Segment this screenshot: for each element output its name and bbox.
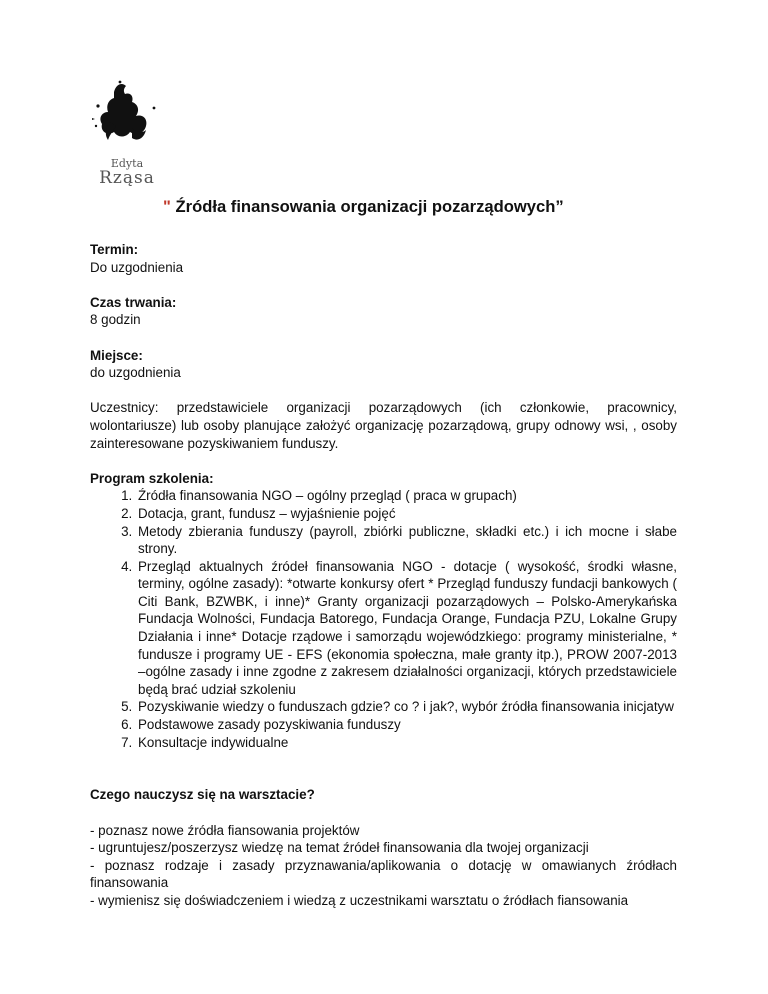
place-section	[90, 347, 677, 382]
learn-item: - ugruntujesz/poszerzysz wiedzę na temat źródeł finansowania dla twojej organizacji	[90, 840, 589, 856]
term-value: Do uzgodnienia	[90, 259, 184, 275]
learn-section	[90, 786, 677, 909]
logo-text-first-name: Edyta	[110, 157, 144, 170]
program-section	[90, 470, 677, 752]
duration-value: 8 godzin	[90, 312, 141, 328]
program-item: 4. Przegląd aktualnych źródeł finansowania NGO - dotacje ( wysokość, środki własne, terminy, ogólne zasady): *otwarte konkursy ofert * Przegląd funduszy fundacji bankowych ( Citi Bank, BZWBK, i inne)* Granty organizacji pozarządowych – Polsko-Amerykańska Fundacja Wolności, Fundacja Batorego, Fundacja Orange, Fundacja PZU, Lokalne Grupy Działania i inne* Dotacje rządowe i samorządu wojewódzkiego: programy ministerialne, * fundusze i programy UE - EFS (ekonomia społeczna, małe granty itp.), PROW 2007-2013 –ogólne zasady i inne zgodne z zakresem działalności organizacji, których przedstawiciele będą brać udział szkoleniu	[136, 558, 677, 699]
learn-item: - poznasz nowe źródła fiansowania projektów	[90, 822, 360, 838]
term-section	[90, 241, 677, 276]
program-heading: Program szkolenia:	[90, 470, 214, 486]
logo	[86, 78, 166, 188]
program-item: 1. Źródła finansowania NGO – ogólny przegląd ( praca w grupach)	[136, 487, 677, 505]
term-label: Termin:	[90, 242, 139, 257]
participants-paragraph: Uczestnicy: przedstawiciele organizacji pozarządowych (ich członkowie, pracownicy, wolontariusze) lub osoby planujące założyć organizację pozarządową, grupy odnowy wsi, , osoby zainteresowane pozyskiwaniem funduszy.	[90, 400, 677, 451]
learn-list	[90, 822, 677, 910]
place-label: Miejsce:	[90, 347, 143, 363]
program-list	[90, 487, 677, 751]
learn-item: - wymienisz się doświadczeniem i wiedzą z uczestnikami warsztatu o źródłach fiansowania	[90, 892, 629, 908]
title-open-quote: "	[163, 197, 171, 216]
duration-section	[90, 294, 677, 329]
logo-text-last-name: Rząsa	[99, 168, 155, 188]
title-text: Źródła finansowania organizacji pozarządowych”	[170, 197, 564, 216]
program-item: 5. Pozyskiwanie wiedzy o funduszach gdzie? co ? i jak?, wybór źródła finansowania inicjatyw	[136, 698, 677, 716]
horse-rider-logo-icon	[86, 78, 166, 158]
document-body	[90, 241, 677, 910]
program-item: 3. Metody zbierania funduszy (payroll, zbiórki publiczne, składki etc.) i ich mocne i słabe strony.	[136, 523, 677, 558]
duration-label: Czas trwania:	[90, 294, 177, 310]
place-value: do uzgodnienia	[90, 365, 181, 381]
page-title	[163, 198, 564, 216]
learn-heading: Czego nauczysz się na warsztacie?	[90, 787, 315, 803]
program-item: 6. Podstawowe zasady pozyskiwania funduszy	[136, 716, 677, 734]
learn-item: - poznasz rodzaje i zasady przyznawania/aplikowania o dotację w omawianych źródłach finansowania	[90, 857, 677, 891]
program-item: 7. Konsultacje indywidualne	[136, 734, 677, 752]
program-item: 2. Dotacja, grant, fundusz – wyjaśnienie pojęć	[136, 505, 677, 523]
